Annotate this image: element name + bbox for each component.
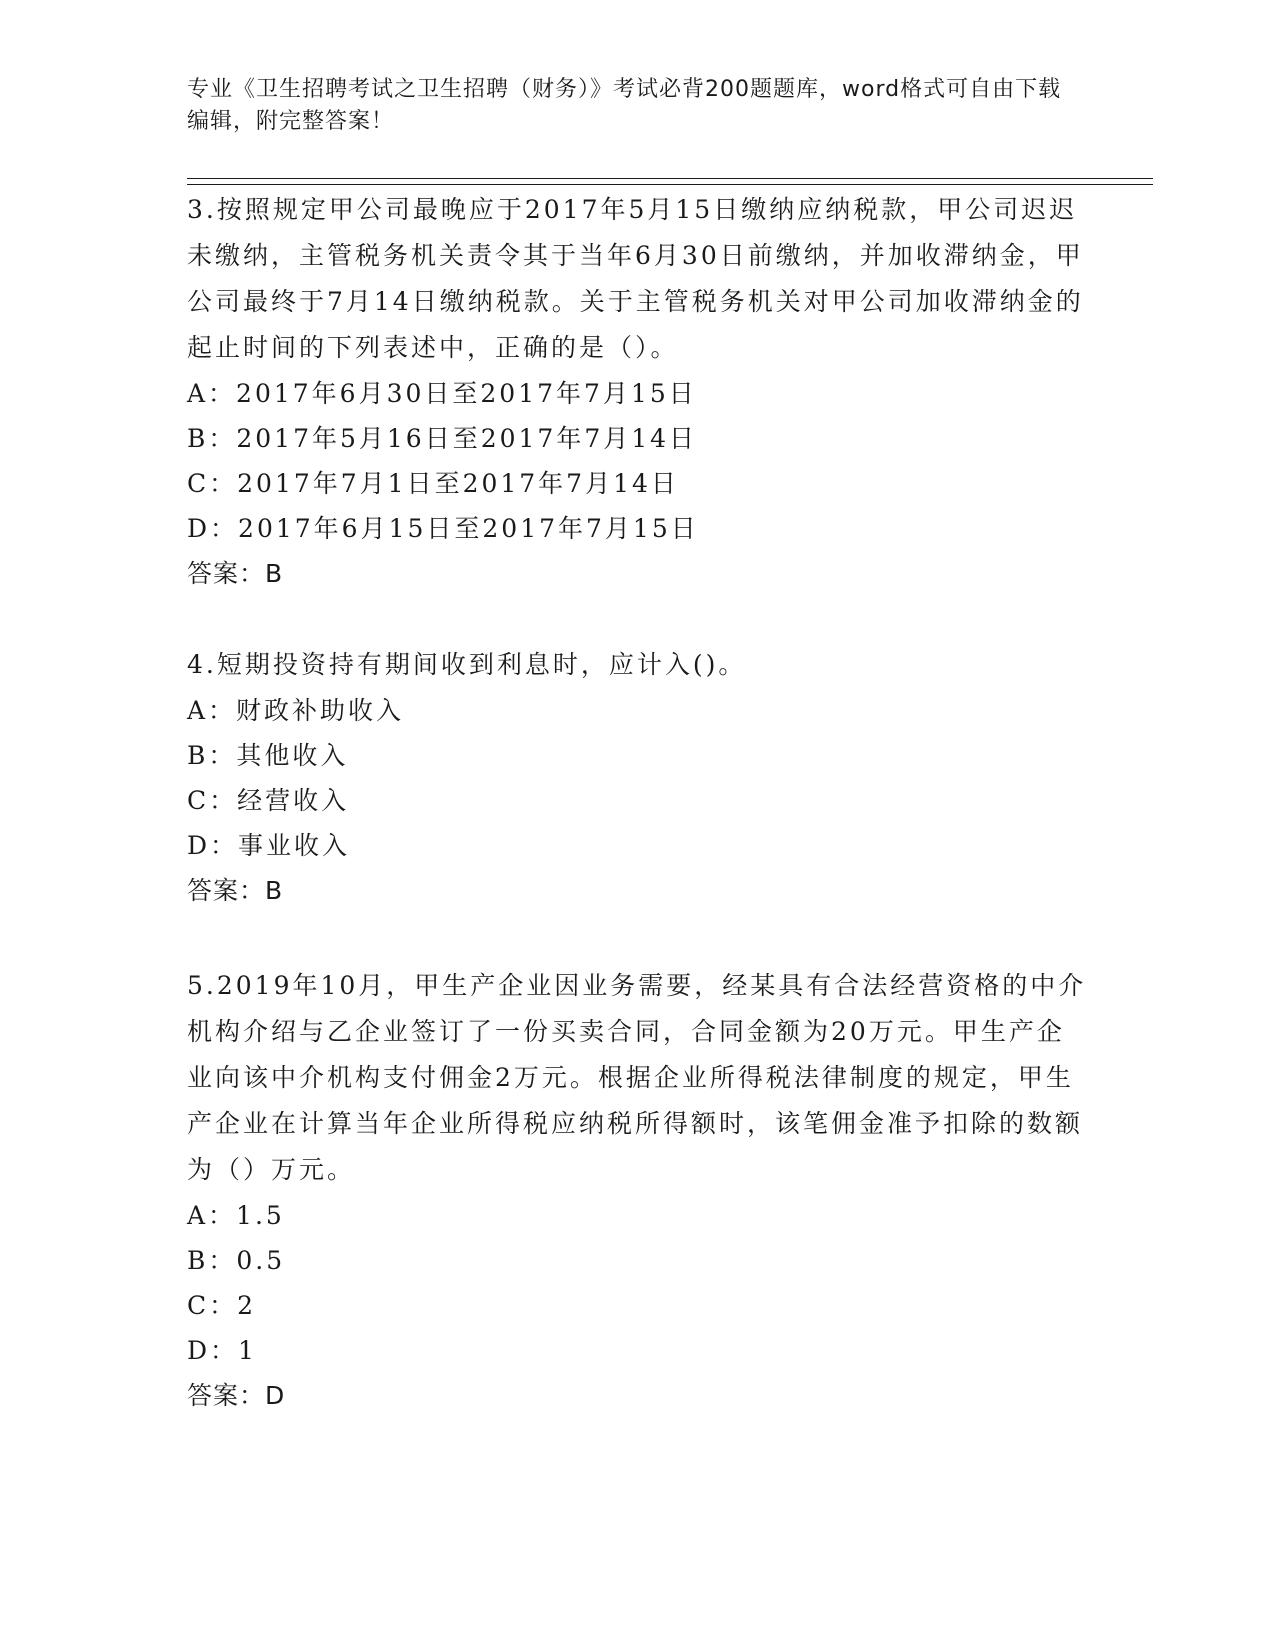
answer-line: 答案：D [187, 1381, 286, 1410]
option-a: A：1.5 [187, 1201, 285, 1230]
option-d: D：事业收入 [187, 831, 351, 860]
option-a: A：财政补助收入 [187, 696, 405, 725]
header-divider-bottom [187, 184, 1153, 185]
option-d: D：1 [187, 1336, 257, 1365]
option-b: B：2017年5月16日至2017年7月14日 [187, 424, 698, 453]
option-b: B：0.5 [187, 1246, 286, 1275]
question-4 [187, 642, 1087, 914]
option-c: C：经营收入 [187, 786, 350, 815]
question-stem: 3.按照规定甲公司最晚应于2017年5月15日缴纳应纳税款，甲公司迟迟未缴纳，主管税务机关责令其于当年6月30日前缴纳，并加收滞纳金，甲公司最终于7月14日缴纳税款。关于主管税务机关对甲公司加收滞纳金的起止时间的下列表述中，正确的是（）。 [187, 195, 1084, 362]
answer-line: 答案：B [187, 876, 284, 905]
question-5 [187, 963, 1087, 1419]
question-stem: 4.短期投资持有期间收到利息时，应计入()。 [187, 650, 747, 679]
option-c: C：2 [187, 1291, 257, 1320]
option-d: D：2017年6月15日至2017年7月15日 [187, 514, 699, 543]
header-divider-top [187, 178, 1153, 179]
document-header: 专业《卫生招聘考试之卫生招聘（财务）》考试必背200题题库，word格式可自由下载编辑，附完整答案！ [187, 77, 1062, 134]
answer-line: 答案：B [187, 559, 284, 588]
option-b: B：其他收入 [187, 741, 349, 770]
question-stem: 5.2019年10月，甲生产企业因业务需要，经某具有合法经营资格的中介机构介绍与乙企业签订了一份买卖合同，合同金额为20万元。甲生产企业向该中介机构支付佣金2万元。根据企业所得税法律制度的规定，甲生产企业在计算当年企业所得税应纳税所得额时，该笔佣金准予扣除的数额为（）万元。 [187, 971, 1087, 1184]
question-3 [187, 187, 1087, 597]
option-c: C：2017年7月1日至2017年7月14日 [187, 469, 679, 498]
option-a: A：2017年6月30日至2017年7月15日 [187, 379, 697, 408]
